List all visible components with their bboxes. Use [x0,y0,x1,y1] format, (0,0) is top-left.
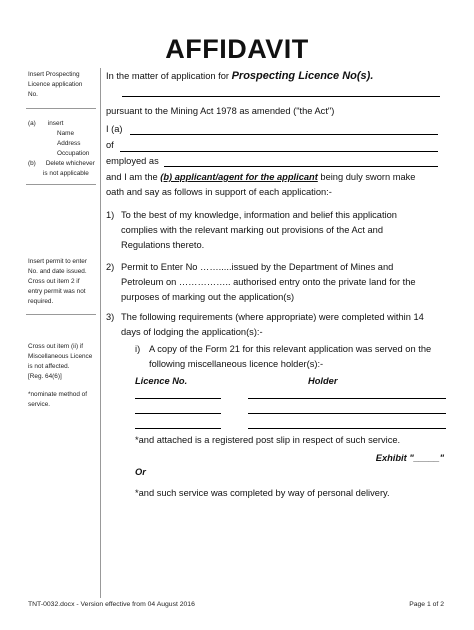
licence-no-input-2[interactable] [135,413,221,414]
licence-no-input-1[interactable] [135,398,221,399]
sub-i-number: i) [135,344,141,354]
name-field[interactable] [130,134,438,135]
employed-label: employed as [106,156,159,166]
licence-no-field[interactable] [122,96,440,97]
pursuant-line: pursuant to the Mining Act 1978 as amended ("the Act") [106,106,335,116]
i-a-label: I (a) [106,124,123,134]
licence-no-heading: Licence No. [135,376,188,386]
note-insert-fields: Name Address Occupation [57,130,90,157]
holder-input-1[interactable] [248,398,446,399]
margin-separator [26,314,96,315]
note-reg: [Reg. 64(6)] [28,373,62,380]
address-field[interactable] [120,151,438,152]
footer-version: TNT-0032.docx - Version effective from 04 August 2016 [28,601,195,608]
applicant-line: and I am the (b) applicant/agent for the applicant being duly sworn make [106,172,416,182]
holder-input-2[interactable] [248,413,446,414]
item1-number: 1) [106,210,115,220]
margin-separator [26,184,96,185]
note-cross-out: Cross out item (ii) if Miscellaneous Licence is not affected. [28,343,93,370]
item2-text: Permit to Enter No …….....issued by the Department of Mines and Petroleum on …………….. authorised entry onto the private land for the purposes of marking out the application(s) [121,262,416,302]
licence-no-input-3[interactable] [135,428,221,429]
note-insert-permit: Insert permit to enter No. and date issued. Cross out item 2 if entry permit was not required. [28,258,87,305]
margin-divider [100,68,101,598]
note-insert-licence: Insert Prospecting Licence application No. [28,71,83,98]
item2-number: 2) [106,262,115,272]
matter-line: In the matter of application for Prospecting Licence No(s). [106,70,374,82]
holder-input-3[interactable] [248,428,446,429]
sub-i-text: A copy of the Form 21 for this relevant application was served on the following miscellaneous licence holder(s):- [149,344,432,369]
oath-line: oath and say as follows in support of each application:- [106,187,332,197]
personal-delivery-line: *and such service was completed by way of personal delivery. [135,488,390,498]
margin-separator [26,108,96,109]
item3-text: The following requirements (where appropriate) were completed within 14 days of lodging the application(s):- [121,312,424,337]
note-delete-b: (b) Delete whichever is not applicable [28,160,95,177]
occupation-field[interactable] [164,166,438,167]
note-insert-a: (a) insert [28,120,64,127]
attached-line: *and attached is a registered post slip in respect of such service. [135,435,401,445]
document-title: AFFIDAVIT [165,34,309,64]
holder-heading: Holder [308,376,338,386]
note-nominate: *nominate method of service. [28,391,87,408]
item3-number: 3) [106,312,115,322]
of-label: of [106,140,114,150]
exhibit-label: Exhibit "_____" [375,453,444,463]
footer-page-number: Page 1 of 2 [409,601,444,608]
item1-text: To the best of my knowledge, information and belief this application complies with the relevant marking out provisions of the Act and Regulations thereto. [121,210,397,250]
or-label: Or [135,467,146,477]
